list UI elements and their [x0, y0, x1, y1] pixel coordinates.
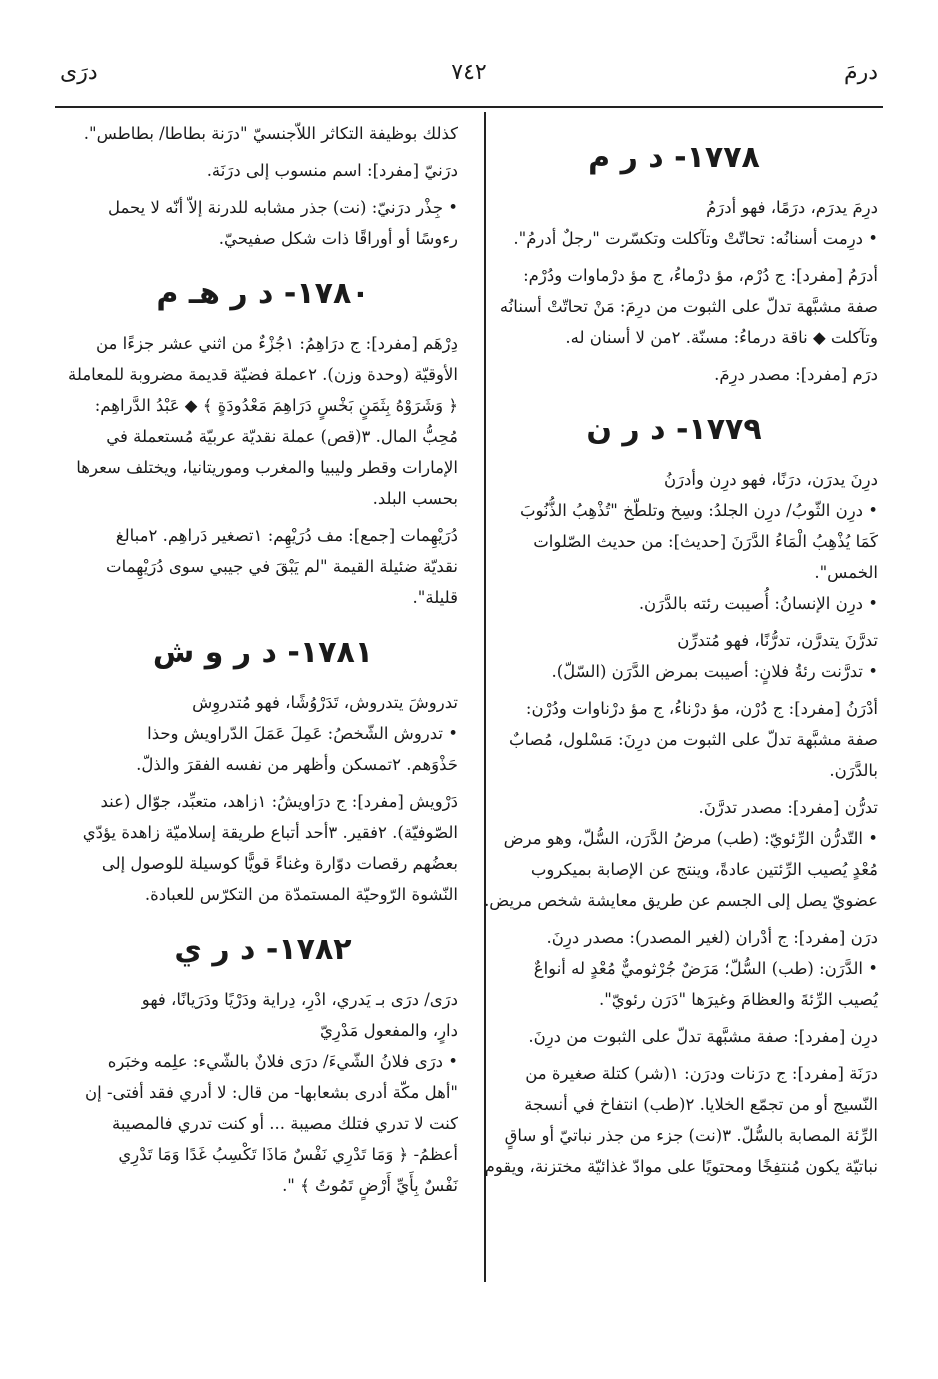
entry-line: • جِذْر درَنيّ: (نت) جذر مشابه للدرنة إلاّ أنّه لا يحمل — [107, 198, 458, 217]
entry-line: درَى/ درَى بـ يَدري، ادْرِ، دِراية ودَرْيًا ودَرَيانًا، فهو — [141, 990, 458, 1009]
dictionary-entry — [470, 192, 878, 254]
entry-line: رءوسًا أو أوراقًا ذات شكل صفيحيّ. — [218, 229, 458, 248]
entry-line: النّسيج أو من تجمّع الخلايا. ٢(طب) انتفاخ في أنسجة — [524, 1095, 878, 1114]
entry-line: الإمارات وقطر وليبيا والمغرب وموريتانيا، ويختلف سعرها — [76, 458, 458, 477]
entry-line: • درَى فلانُ الشّيءَ/ درَى فلانٌ بالشّيء: علِمه وخبَره — [107, 1052, 458, 1071]
entry-line: تدرُّن [مفرد]: مصدر تدرَّنَ. — [698, 798, 878, 817]
dictionary-entry — [68, 155, 458, 186]
entry-line: درِمَ يدرَم، درَمًا، فهو أدرَمُ — [706, 198, 878, 217]
dictionary-entry — [68, 328, 458, 514]
root-section-heading: ١٧٧٨- د ر م — [588, 140, 760, 175]
entry-line: حَذْوَهم. ٢تمسكن وأظهر من نفسه الفقرَ والذلّ. — [136, 755, 458, 774]
entry-line: • الدَّرَن: (طب) السُّلّ؛ مَرَضٌ جُرْثوميٌّ مُعْدٍ له أنواعٌ — [533, 959, 878, 978]
entry-line: درَنيّ [مفرد]: اسم منسوب إلى درَنَة. — [206, 161, 458, 180]
entry-line: الخمس". — [814, 563, 878, 582]
guide-word-right: درمَ — [843, 60, 878, 85]
entry-line: تدرَّنَ يتدرَّن، تدرُّنًا، فهو مُتدرِّن — [677, 631, 878, 650]
entry-line: بحسب البلد. — [372, 489, 458, 508]
entry-line: أدرَمُ [مفرد]: ج دُرْم، مؤ درْماءُ، ج مؤ درْماوات ودُرْم: — [523, 266, 878, 285]
entry-line: درِن [مفرد]: صفة مشبَّهة تدلّ على الثبوت من درِنَ. — [528, 1027, 878, 1046]
left-column — [68, 118, 458, 1207]
entry-line: عضويّ يصل إلى الجسم عن طريق معايشة شخص مريض. — [484, 891, 878, 910]
dictionary-entry — [68, 687, 458, 780]
entry-line: نقديّة ضئيلة القيمة "لم يَبْقَ في جيبي سوى دُرَيْهِمات — [106, 557, 458, 576]
dictionary-entry — [68, 520, 458, 613]
entry-line: • درِن الإنسانُ: أُصيبت رئته بالدَّرَن. — [638, 594, 878, 613]
entry-line: ﴿ وَشَرَوْهُ بِثَمَنٍ بَخْسٍ دَرَاهِمَ مَعْدُودَةٍ ﴾ ◆ عَبْدُ الدَّراهِم: — [94, 396, 458, 415]
dictionary-entry — [68, 192, 458, 254]
dictionary-entry — [470, 1058, 878, 1182]
entry-line: يُصيب الرِّئةَ والعظامَ وغيرَها "دَرَن رئويّ". — [598, 990, 878, 1009]
dictionary-entry — [470, 625, 878, 687]
right-column — [470, 118, 878, 1188]
entry-line: درِنَ يدرَن، درَنًا، فهو درِن وأدرَنُ — [663, 470, 878, 489]
entry-line: صفة مشبَّهة تدلّ على الثبوت من درِمَ: مَنْ تحاتّتْ أسنانُه — [499, 297, 878, 316]
dictionary-entry — [470, 693, 878, 786]
root-section-heading: ١٧٨٢- د ر ي — [174, 932, 352, 967]
entry-line: صفة مشبَّهة تدلّ على الثبوت من درِنَ: مَسْلول، مُصابٌ — [508, 730, 878, 749]
entry-line: أدْرَنُ [مفرد]: ج دُرْن، مؤ درْناءُ، ج مؤ درْناوات ودُرْن: — [525, 699, 878, 718]
entry-line: وتآكلت ◆ ناقة درماءُ: مسنّة. ٢من لا أسنان له. — [565, 328, 878, 347]
entry-line: دَرْويش [مفرد]: ج درَاويشُ: ١زاهد، متعبِّد، جوّال (عند — [100, 792, 458, 811]
entry-line: دارٍ، والمفعول مَدْرِيّ — [319, 1021, 458, 1040]
entry-line: بعضُهم رقصات دوّارة وغناءً قويًّا كوسيلة للوصول إلى — [101, 854, 458, 873]
dictionary-entry — [470, 464, 878, 619]
root-section-heading: ١٧٧٩- د ر ن — [586, 412, 762, 447]
entry-line: "أهل مكّة أدرى بشعابها- من قال: لا أدري فقد أفتى- إن — [85, 1083, 458, 1102]
root-section-heading: ١٧٨٠- د ر هـ م — [156, 276, 370, 311]
entry-line: درَنَة [مفرد]: ج درَنات ودرَن: ١(شر) كتلة صغيرة من — [525, 1064, 878, 1083]
entry-line: نَفْسٌ بِأَيِّ أَرْضٍ تَمُوتُ ﴾ ". — [282, 1176, 458, 1195]
entry-line: الصّوفيّة). ٢فقير. ٣أحد أتباع طريقة إسلاميّة زاهدة يؤدّي — [82, 823, 458, 842]
dictionary-entry — [470, 792, 878, 916]
entry-line: بالدَّرَن. — [829, 761, 878, 780]
page-header — [60, 60, 878, 100]
entry-line: • تدرَّنت رئةُ فلانٍ: أصيبت بمرض الدَّرَن (السّلّ). — [551, 662, 878, 681]
dictionary-entry — [470, 359, 878, 390]
entry-line: النّشوة الرّوحيّة المستمدّة من التكرّس للعبادة. — [144, 885, 458, 904]
entry-line: • التّدرُّن الرِّئويّ: (طب) مرضُ الدَّرَن، السُّلّ، وهو مرض — [503, 829, 878, 848]
root-section-heading: ١٧٨١- د ر و ش — [152, 635, 374, 670]
page-number: ٧٤٢ — [451, 60, 487, 85]
entry-line: مُعْدٍ يُصيب الرِّئتين عادةً، وينتج عن الإصابة بميكروب — [530, 860, 878, 879]
entry-line: كَمَا يُذْهِبُ الْمَاءُ الدَّرَنَ [حديث]: من حديث الصّلوات — [533, 532, 878, 551]
entry-line: تدروشَ يتدروش، تَدَرْوُشًا، فهو مُتدروِش — [192, 693, 458, 712]
entry-line: • درِمت أسنانُه: تحاتّتْ وتآكلت وتكسّرت "رجلٌ أدرمُ". — [513, 229, 878, 248]
entry-line: • تدروش الشّخصُ: عَمِلَ عَمَلَ الدّراويش وحذا — [147, 724, 458, 743]
dictionary-entry — [68, 118, 458, 149]
entry-line: الأوقيّة (وحدة وزن). ٢عملة فضيّة قديمة مضروبة للمعاملة — [68, 365, 458, 384]
entry-line: درَن [مفرد]: ج أدْران (لغير المصدر): مصدر درِنَ. — [546, 928, 878, 947]
entry-line: نباتيّة يكون مُنتفِخًا ومحتويًا على موادّ غذائيّة مختزنة، ويقوم — [484, 1157, 878, 1176]
entry-line: كذلك بوظيفة التكاثر اللاّجنسيّ "درَنة بطاطا/ بطاطس". — [83, 124, 458, 143]
entry-line: • درِن الثّوبُ/ درِن الجلدُ: وسِخ وتلطّخ "تُذْهِبُ الذُّنُوبَ — [519, 501, 878, 520]
entry-line: الرِّئة المصابة بالسُّلّ. ٣(نت) جزء من جذر نباتيّ أو ساقٍ — [504, 1126, 878, 1145]
entry-line: درَم [مفرد]: مصدر درِمَ. — [714, 365, 878, 384]
dictionary-entry — [470, 1021, 878, 1052]
header-rule — [55, 106, 883, 108]
entry-line: مُحِبُّ المال. ٣(قص) عملة نقديّة عربيّة مُستعملة في — [106, 427, 458, 446]
dictionary-entry — [470, 922, 878, 1015]
entry-line: دُرَيْهِمات [جمع]: مف دُرَيْهِم: ١تصغير دَراهِم. ٢مبالغ — [115, 526, 458, 545]
dictionary-entry — [470, 260, 878, 353]
entry-line: أعظمُ- ﴿ وَمَا تَدْرِي نَفْسٌ مَاذَا تَكْسِبُ غَدًا وَمَا تَدْرِي — [118, 1145, 458, 1164]
entry-line: قليلة". — [412, 588, 458, 607]
entry-line: كنت لا تدري فتلك مصيبة ... أو كنت تدري فالمصيبة — [111, 1114, 458, 1133]
dictionary-entry — [68, 786, 458, 910]
dictionary-entry — [68, 984, 458, 1201]
guide-word-left: درَى — [60, 60, 98, 85]
entry-line: دِرْهَم [مفرد]: ج درَاهِمُ: ١جُزْءٌ من اثني عشر جزءًا من — [95, 334, 458, 353]
